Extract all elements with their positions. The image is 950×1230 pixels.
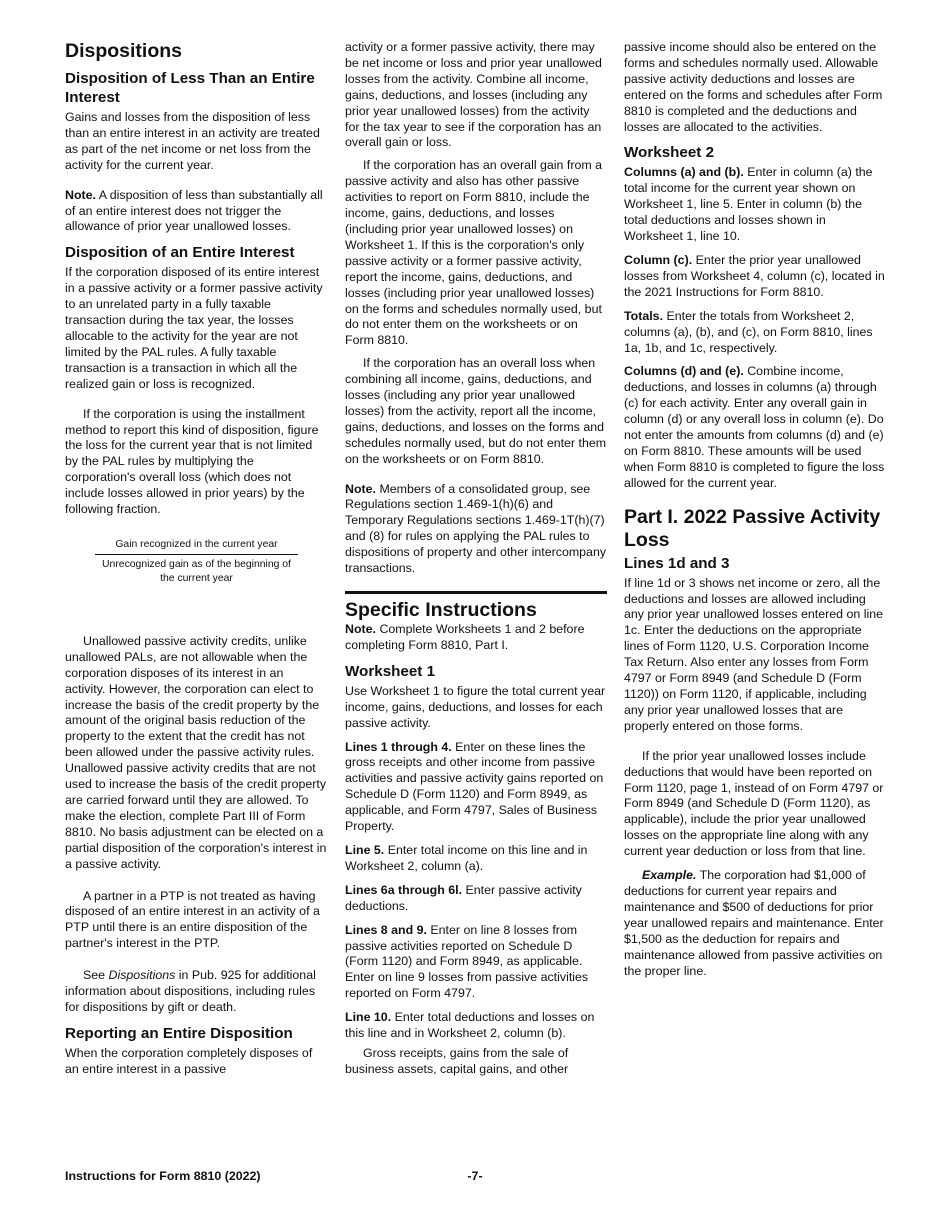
columns-a-b-text: Enter in column (a) the total income for the current year shown on Worksheet 1, line 5. Enter in column (b) the total deductions and losses shown in Worksheet 1, line 10.	[624, 165, 873, 244]
see-suffix: in Pub. 925 for additional information about dispositions, including rules for dispositions by gift or death.	[65, 968, 316, 1014]
lines-8-9-label: Lines 8 and 9.	[345, 922, 427, 937]
totals-text: Enter the totals from Worksheet 2, columns (a), (b), and (c), on Form 8810, lines 1a, 1b, and 1c, respectively.	[624, 308, 873, 355]
para-lines-6	[345, 883, 607, 915]
heading-entire-interest: Disposition of an Entire Interest	[65, 244, 295, 262]
line-10-label: Line 10.	[345, 1010, 392, 1025]
columns-d-e-text: Combine income, deductions, and losses in columns (a) through (c) for each activity. Enter any overall gain in column (d) or any overall loss in column (e). Do not enter the amounts from columns (d) and (e) on Form 8810. These amounts will be used when Form 8810 is completed to figure the loss allowed for the current year.	[624, 364, 885, 490]
example-label: Example.	[642, 868, 697, 883]
lines-1-4-label: Lines 1 through 4.	[345, 739, 452, 754]
note-label: Note.	[345, 622, 376, 636]
para-note-partial	[65, 188, 327, 236]
para-ptp: A partner in a PTP is not treated as having disposed of an entire interest in an activity of a PTP until there is an entire disposition of the partner's interest in the PTP.	[65, 888, 320, 951]
note-label: Note.	[65, 187, 96, 202]
note-text: Members of a consolidated group, see Regulations section 1.469-1(h)(6) and Temporary Regulations sections 1.469-1T(h)(7) and (8) for rules on applying the PAL rules to dispositions of property and other intercompany transactions.	[345, 481, 607, 576]
note-text: A disposition of less than substantially all of an entire interest does not trigger the allowance of prior year unallowed losses.	[65, 187, 323, 234]
column-c-label: Column (c).	[624, 252, 693, 267]
columns-d-e-label: Columns (d) and (e).	[624, 364, 744, 379]
heading-lines-1d-3: Lines 1d and 3	[624, 554, 730, 572]
para-columns-a-b	[624, 165, 886, 245]
line-5-text: Enter total income on this line and in Worksheet 2, column (a).	[345, 842, 588, 873]
lines-6-text: Enter passive activity deductions.	[345, 882, 582, 913]
line-5-label: Line 5.	[345, 842, 385, 857]
fraction	[95, 538, 298, 586]
heading-less-than-entire: Disposition of Less Than an Entire Interest	[65, 70, 315, 106]
para-note-worksheets	[345, 622, 607, 654]
heading-reporting: Reporting an Entire Disposition	[65, 1024, 293, 1042]
column-3	[624, 40, 886, 979]
para-lines-1d-3: If line 1d or 3 shows net income or zero, all the deductions and losses are allowed including any prior year unallowed losses entered on line 1c. Enter the deductions on the appropriate lines of Form 1120, U.S. Corporation Income Tax Return. Also enter any losses from Form 4797 or Form 8949 (and Schedule D (Form 1120)) on Form 1120, if applicable, including any prior year unallowed losses that are properly entered on those forms.	[624, 575, 883, 733]
para-line-10	[345, 1010, 607, 1042]
para-prior-year: If the prior year unallowed losses include deductions that would have been reported on Form 1120, page 1, instead of on Form 4797 or Form 8949 (and Schedule D (Form 1120), as applicable), include the prior year unallowed losses on the appropriate line along with any current year deduction or loss from that line.	[624, 748, 884, 859]
note-text: Complete Worksheets 1 and 2 before completing Form 8810, Part I.	[345, 622, 585, 652]
para-installment: If the corporation is using the installment method to report this kind of disposition, figure the loss for the current year that is not limited by the PAL rules by multiplying the corporation's overall loss (which does not include losses allowed in prior years) by the following fraction.	[65, 406, 319, 517]
para-gains: Gains and losses from the disposition of less than an entire interest in an activity are treated as part of the net income or net loss from the activity for the current year.	[65, 110, 320, 172]
line-10-text: Enter total deductions and losses on this line and in Worksheet 2, column (b).	[345, 1010, 595, 1041]
para-gross-receipts: Gross receipts, gains from the sale of business assets, capital gains, and other	[345, 1045, 569, 1076]
para-column-c	[624, 253, 886, 301]
para-overall-loss: If the corporation has an overall loss when combining all income, gains, deductions, and losses (including any prior year unallowed losses) from the activity, report all the income, gains, deductions, and losses on the forms and schedules normally used, but do not enter them on the worksheets or on Form 8810.	[345, 356, 607, 466]
para-totals	[624, 309, 886, 357]
fraction-numerator: Gain recognized in the current year	[95, 538, 298, 555]
page-number: -7-	[467, 1169, 483, 1183]
para-credits: Unallowed passive activity credits, unlike unallowed PALs, are not allowable when the corporation disposes of its interest in an activity. However, the corporation can elect to increase the basis of the credit property by the amount of the original basis reduction of the property to the extent that the credit has not been allowed under the passive activity rules. Unallowed passive activity credits that are not used to increase the basis of the credit property are carried forward until they are allowed. To make the election, complete Part III of Form 8810. No basis adjustment can be elected on a partial disposition of the corporation's interest in a passive activity.	[65, 633, 327, 871]
column-2	[345, 40, 607, 1078]
section-rule	[345, 591, 607, 622]
see-italic: Dispositions	[108, 968, 176, 983]
fraction-denominator: Unrecognized gain as of the beginning of the current year	[102, 558, 291, 584]
heading-worksheet-2: Worksheet 2	[624, 144, 715, 162]
para-columns-d-e	[624, 364, 886, 491]
totals-label: Totals.	[624, 308, 664, 323]
para-line-5	[345, 843, 607, 875]
note-label: Note.	[345, 481, 376, 496]
para-continued: passive income should also be entered on the forms and schedules normally used. Allowable passive activity deductions and losses are entered on the forms and schedules after Form 8810 is completed and the deductions and losses are allocated to the activities.	[624, 40, 883, 134]
heading-worksheet-1: Worksheet 1	[345, 662, 436, 680]
column-c-text: Enter the prior year unallowed losses from Worksheet 4, column (c), located in the 2021 Instructions for Form 8810.	[624, 252, 885, 299]
para-entire-interest: If the corporation disposed of its entire interest in a passive activity or a former passive activity to an unrelated party in a fully taxable transaction during the tax year, the losses allocable to the activity for the year are not limited by the PAL rules. A fully taxable transaction is a transaction in which all the realized gain or loss is recognized.	[65, 265, 323, 391]
heading-part-1: Part I. 2022 Passive Activity Loss	[624, 505, 881, 551]
para-lines-1-4	[345, 740, 607, 835]
para-see-dispositions	[65, 968, 327, 1016]
columns-a-b-label: Columns (a) and (b).	[624, 165, 744, 180]
lines-1-4-text: Enter on these lines the gross receipts and other income from passive activities and passive activity gains reported on Schedule D (Form 1120) and Form 8949, as applicable, and Form 4797, Sales of Business Property.	[345, 739, 604, 834]
para-worksheet-1: Use Worksheet 1 to figure the total current year income, gains, deductions, and losses for each passive activity.	[345, 683, 606, 730]
see-prefix: See	[83, 968, 109, 983]
para-reporting: When the corporation completely disposes of an entire interest in a passive	[65, 1045, 313, 1076]
footer-form-title: Instructions for Form 8810 (2022)	[65, 1169, 261, 1183]
lines-8-9-text: Enter on line 8 losses from passive activities reported on Schedule D (Form 1120) and Form 8949, as applicable. Enter on line 9 losses from passive activities reported on Form 4797.	[345, 922, 589, 1001]
heading-dispositions: Dispositions	[65, 40, 183, 62]
para-lines-8-9	[345, 923, 607, 1003]
para-continued: activity or a former passive activity, there may be net income or loss and prior year unallowed losses from the activity. Combine all income, gains, deductions, and losses (including any prior year unallowed losses) from the activity for the tax year to see if the corporation has an overall gain or loss.	[345, 40, 602, 150]
para-example	[624, 868, 886, 979]
para-overall-gain: If the corporation has an overall gain from a passive activity and also has other passive activities to report on Form 8810, include the income, gains, deductions, and losses (including prior year unallowed losses) on Worksheet 1. If this is the corporation's only passive activity or a former passive activity, report the income, gains, deductions, and losses (including prior year unallowed losses) on the forms and schedules normally used, but do not enter them on the worksheets or on Form 8810.	[345, 158, 602, 348]
lines-6-label: Lines 6a through 6l.	[345, 882, 463, 897]
column-1	[65, 40, 327, 1078]
example-text: The corporation had $1,000 of deductions for current year repairs and maintenance and $500 of deductions for prior year unallowed repairs and maintenance. Enter $1,500 as the deduction for repairs and maintenance allowed from passive activities on the proper line.	[624, 868, 884, 978]
para-note-consolidated	[345, 482, 607, 577]
heading-specific-instructions: Specific Instructions	[345, 599, 537, 621]
